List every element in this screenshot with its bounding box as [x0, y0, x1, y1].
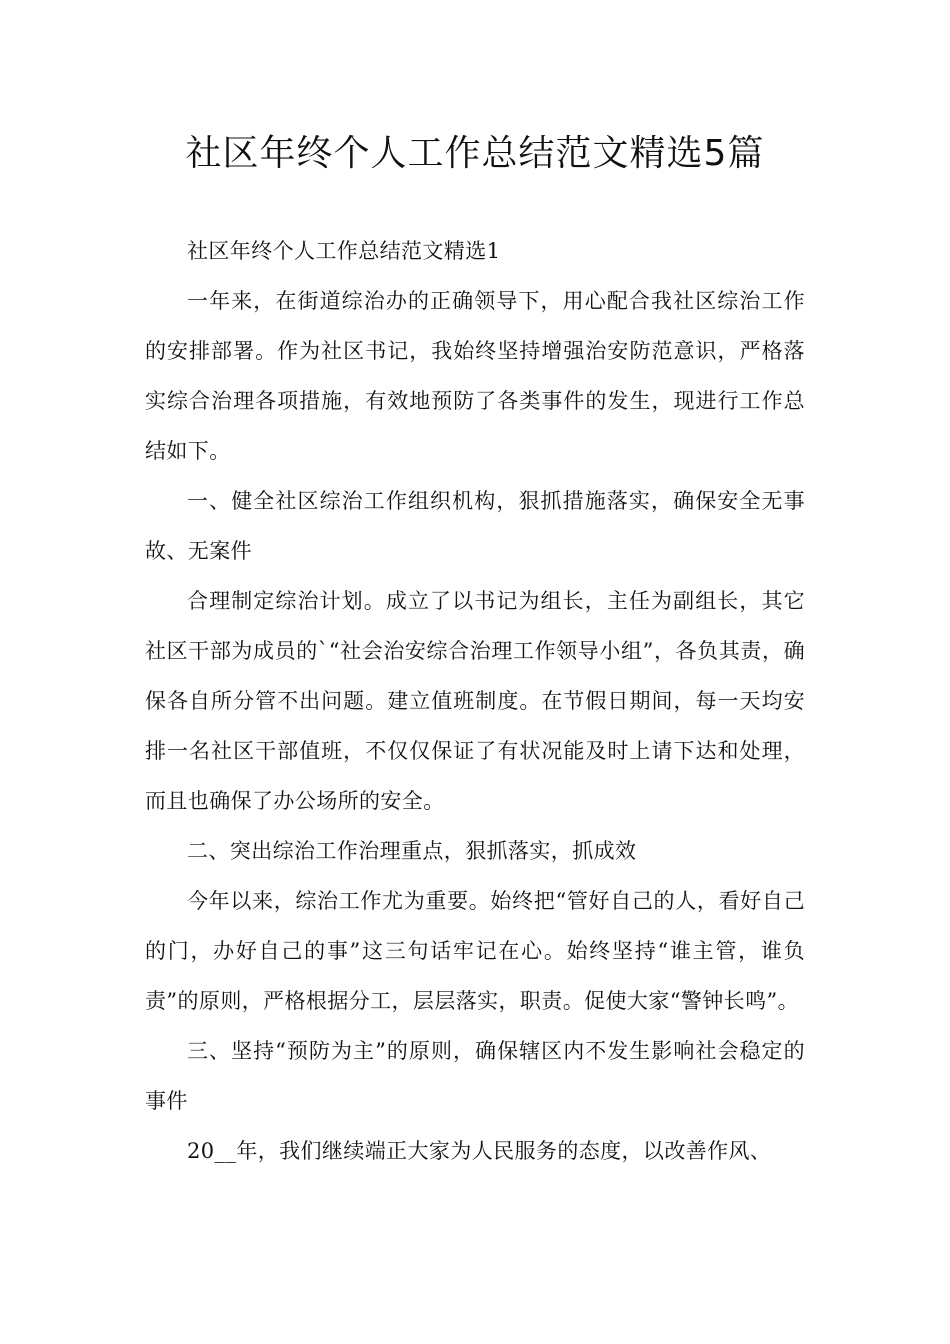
paragraph: 20__年，我们继续端正大家为人民服务的态度，以改善作风、: [187, 1139, 772, 1163]
paragraph: 一年来，在街道综治办的正确领导下，用心配合我社区综治工作的安排部署。作为社区书记，我始终坚持增强治安防范意识，严格落实综合治理各项措施，有效地预防了各类事件的发生，现进行工作总结如下。: [145, 289, 805, 463]
subsection-heading: 三、坚持“预防为主”的原则，确保辖区内不发生影响社会稳定的事件: [145, 1039, 805, 1113]
subsection-heading: 二、突出综治工作治理重点，狠抓落实，抓成效: [187, 839, 637, 863]
document-title: 社区年终个人工作总结范文精选5篇: [185, 133, 765, 174]
paragraph: 合理制定综治计划。成立了以书记为组长，主任为副组长，其它社区干部为成员的`“社会治安综合治理工作领导小组”，各负其责，确保各自所分管不出问题。建立值班制度。在节假日期间，每一天均安排一名社区干部值班，不仅仅保证了有状况能及时上请下达和处理，而且也确保了办公场所的安全。: [145, 589, 805, 813]
paragraph: 今年以来，综治工作尤为重要。始终把“管好自己的人，看好自己的门，办好自己的事”这三句话牢记在心。始终坚持“谁主管，谁负责”的原则，严格根据分工，层层落实，职责。促使大家“警钟长鸣”。: [145, 889, 805, 1013]
section-heading: 社区年终个人工作总结范文精选1: [187, 239, 501, 263]
subsection-heading: 一、健全社区综治工作组织机构，狠抓措施落实，确保安全无事故、无案件: [145, 489, 805, 563]
document-body: [145, 226, 805, 1176]
